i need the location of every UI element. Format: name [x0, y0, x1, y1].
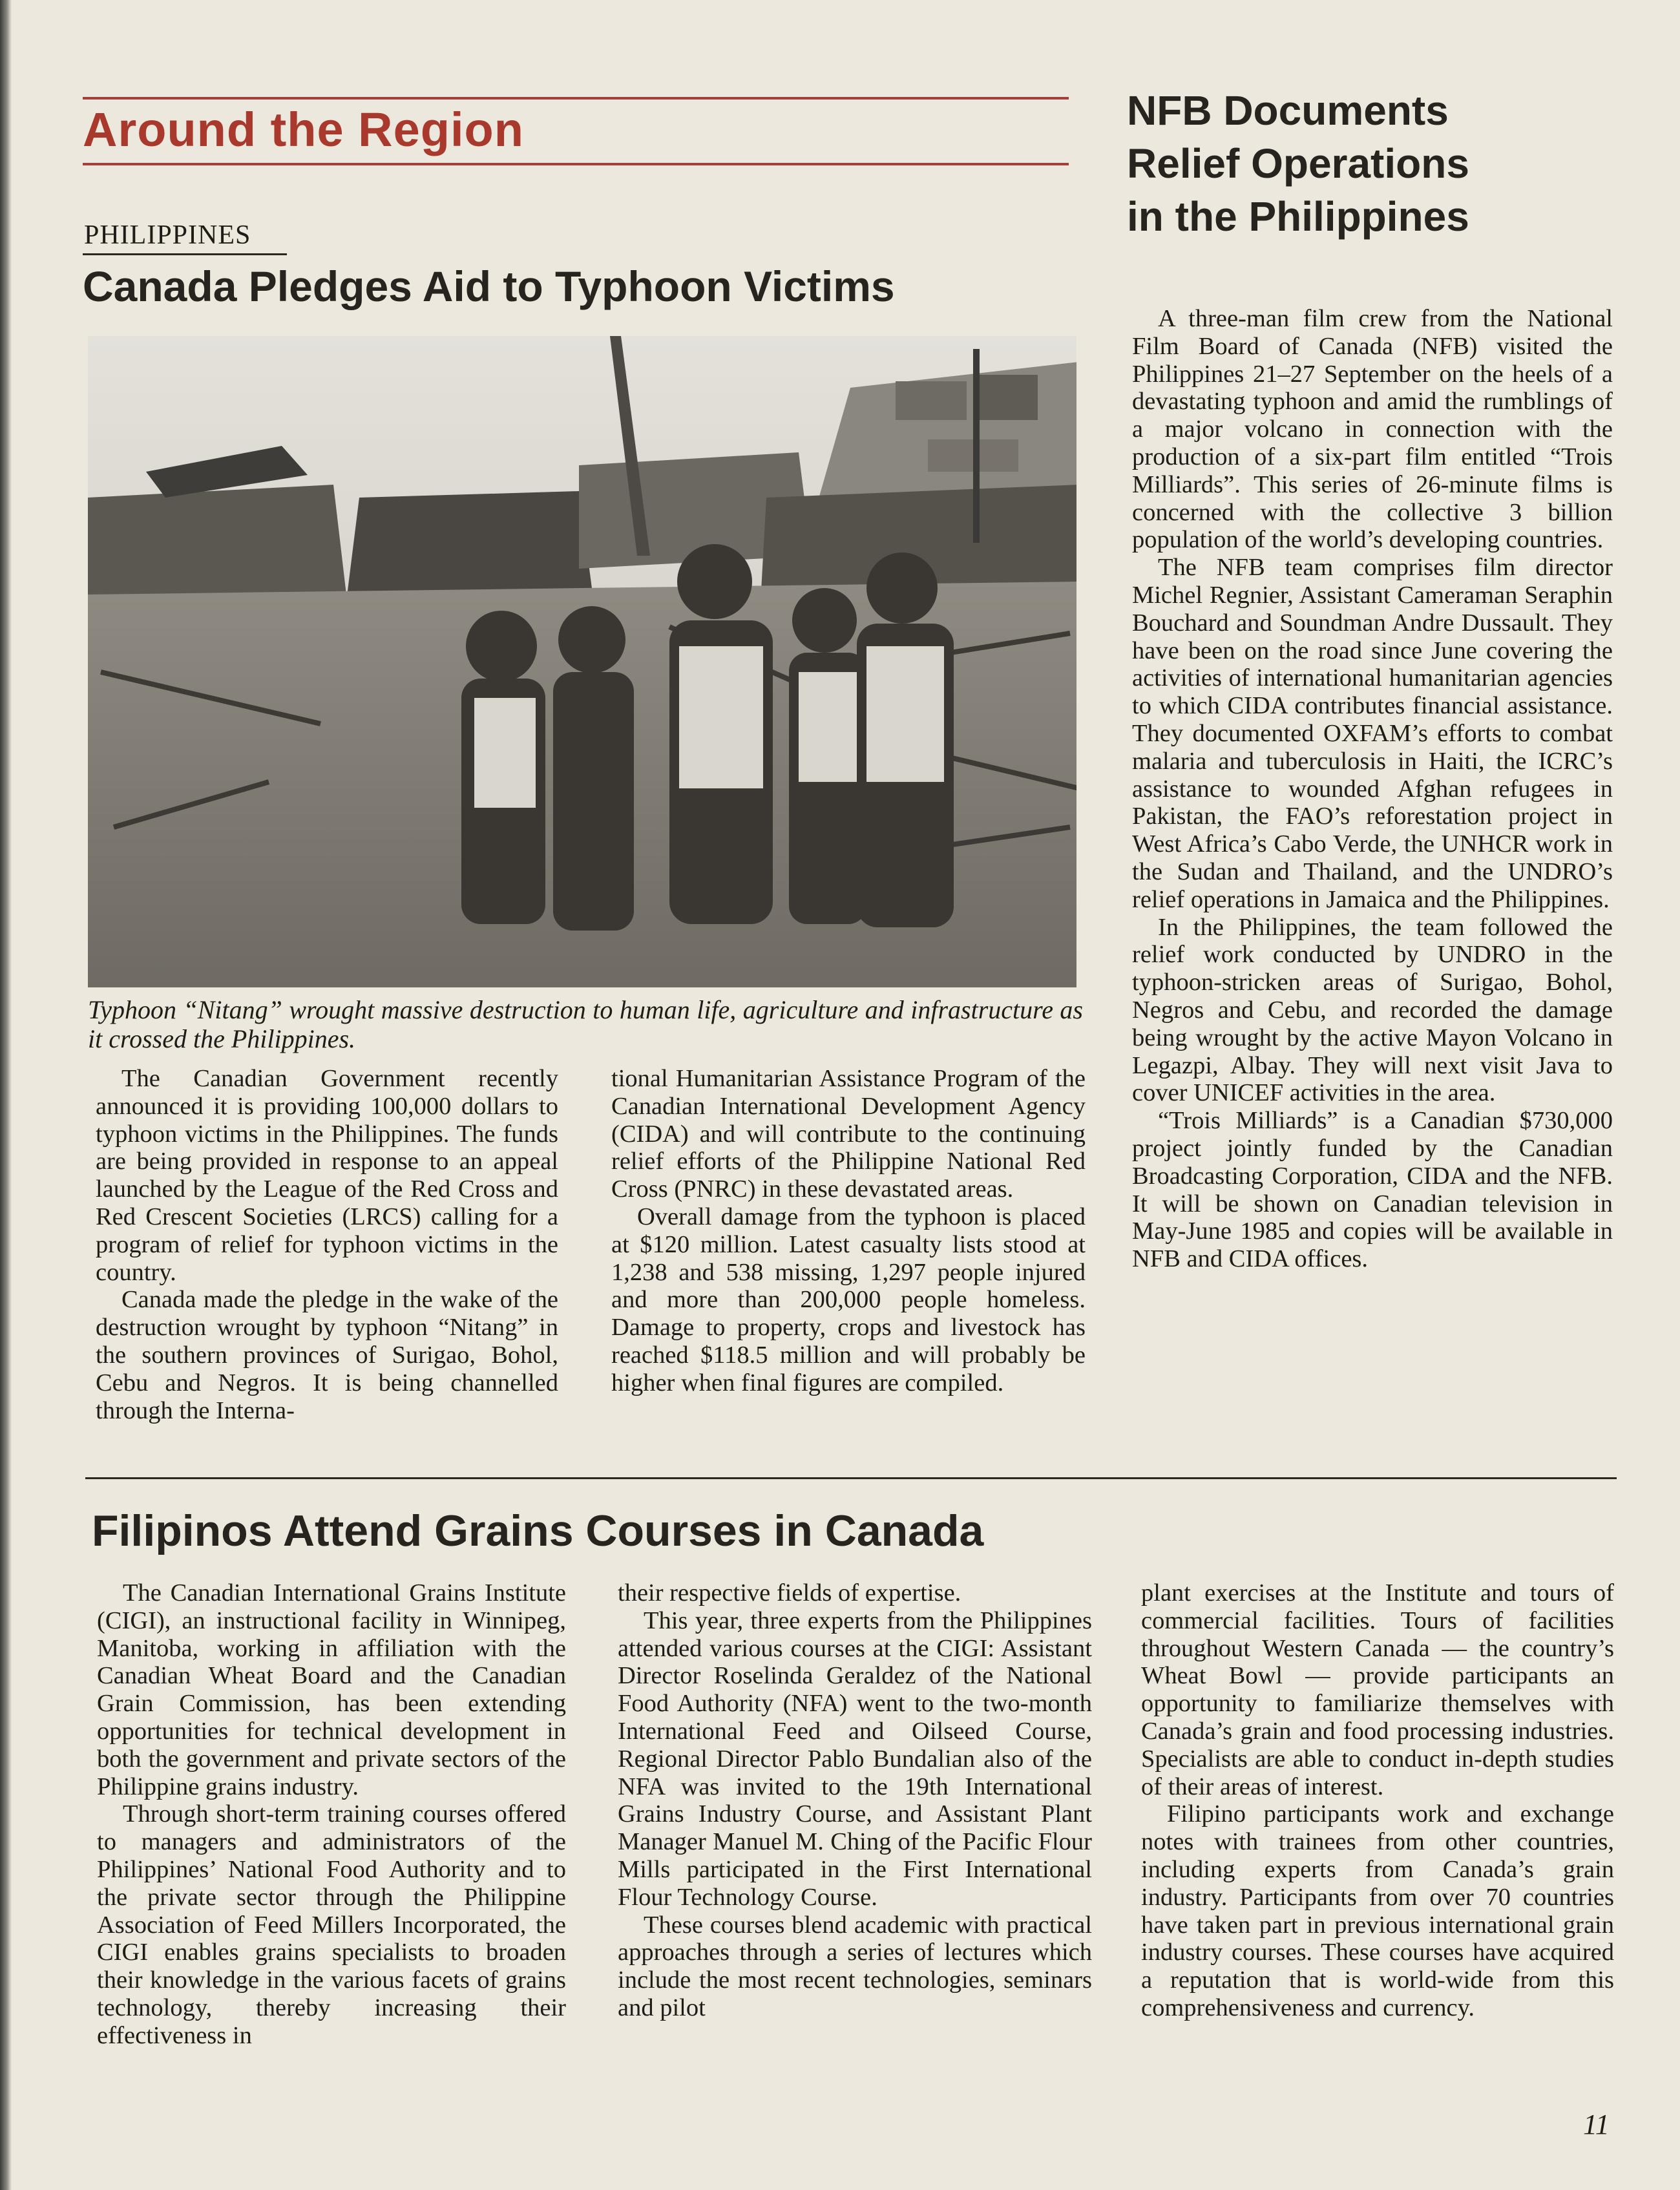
article2-headline: [1127, 84, 1469, 243]
page-number: 11: [1583, 2109, 1610, 2140]
paragraph: In the Philippines, the team followed the relief work conducted by UNDRO in the typhoon-stricken areas of Surigao, Bohol, Negros and Cebu, and recorded the damage being wrought by the active Mayon Volcano in Legazpi, Albay. They will next visit Java to cover UNICEF activities in the area.: [1132, 913, 1613, 1107]
paragraph: Overall damage from the typhoon is placed at $120 million. Latest casualty lists stood at 1,238 and 538 missing, 1,297 people injured and more than 200,000 people homeless. Damage to property, crops and livestock has reached $118.5 million and will probably be higher when final figures are compiled.: [611, 1203, 1086, 1396]
paragraph: Canada made the pledge in the wake of the destruction wrought by typhoon “Nitang” in the southern provinces of Surigao, Bohol, Cebu and Negros. It is being channelled through the Interna-: [96, 1286, 558, 1424]
country-label: PHILIPPINES: [84, 220, 251, 250]
paragraph: “Trois Milliards” is a Canadian $730,000 project jointly funded by the Canadian Broadcasting Corporation, CIDA and the NFB. It will be shown on Canadian television in May-June 1985 and copies will be available in NFB and CIDA offices.: [1132, 1107, 1613, 1273]
paragraph: The Canadian International Grains Institute (CIGI), an instructional facility in Winnipeg, Manitoba, working in affiliation with the Canadian Wheat Board and the Canadian Grain Commission, has been extending opportunities for technical development in both the government and private sectors of the Philippine grains industry.: [97, 1579, 566, 1800]
paragraph: These courses blend academic with practical approaches through a series of lectures which include the most recent technologies, seminars and pilot: [618, 1911, 1092, 2021]
paragraph: tional Humanitarian Assistance Program of the Canadian International Development Agency (CIDA) and will contribute to the continuing relief efforts of the Philippine National Red Cross (PNRC) in these devastated areas.: [611, 1065, 1086, 1203]
paragraph: The NFB team comprises film director Michel Regnier, Assistant Cameraman Seraphin Bouchard and Soundman Andre Dussault. They have been on the road since June covering the activities of international humanitarian agencies to which CIDA contributes financial assistance. They documented OXFAM’s efforts to combat malaria and tuberculosis in Haiti, the ICRC’s assistance to wounded Afghan refugees in Pakistan, the FAO’s reforestation project in West Africa’s Cabo Verde, the UNHCR work in the Sudan and Thailand, and the UNDRO’s relief operations in Jamaica and the Philippines.: [1132, 554, 1613, 913]
article3-headline: Filipinos Attend Grains Courses in Canada: [92, 1506, 984, 1555]
photo-caption: Typhoon “Nitang” wrought massive destruction to human life, agriculture and infrastructure as it crossed the Philippines.: [88, 995, 1083, 1053]
article1-column-1: [96, 1065, 558, 1424]
article3-column-3: [1141, 1579, 1614, 2022]
photo-children-typhoon-icon: [88, 336, 1079, 987]
article2-headline-line: in the Philippines: [1127, 193, 1469, 240]
paragraph: their respective fields of expertise.: [618, 1579, 961, 1606]
section-rule-top: [83, 97, 1069, 100]
article-divider: [85, 1477, 1617, 1479]
section-rule-bottom: [83, 163, 1069, 165]
article2-body: [1132, 305, 1613, 1273]
paragraph: A three-man film crew from the National Film Board of Canada (NFB) visited the Philippines 21–27 September on the heels of a devastating typhoon and amid the rumblings of a major volcano in connection with the production of a six-part film entitled “Trois Milliards”. This series of 26-minute films is concerned with the collective 3 billion population of the world’s developing countries.: [1132, 305, 1613, 554]
paragraph: plant exercises at the Institute and tours of commercial facilities. Tours of facilities throughout Western Canada — the country’s Wheat Bowl — provide participants an opportunity to familiarize themselves with Canada’s grain and food processing industries. Specialists are able to conduct in-depth studies of their areas of interest.: [1141, 1579, 1614, 1800]
paragraph: Filipino participants work and exchange notes with trainees from other countries, including experts from Canada’s grain industry. Participants from over 70 countries have taken part in previous international grain industry courses. These courses have acquired a reputation that is world-wide from this comprehensiveness and currency.: [1141, 1800, 1614, 2021]
paragraph: Through short-term training courses offered to managers and administrators of the Philippines’ National Food Authority and to the private sector through the Philippine Association of Feed Millers Incorporated, the CIGI enables grains specialists to broaden their knowledge in the various facets of grains technology, thereby increasing their effectiveness in: [97, 1800, 566, 2049]
page-binding-edge: [0, 0, 12, 2190]
paragraph: This year, three experts from the Philippines attended various courses at the CIGI: Assistant Director Roselinda Geraldez of the National Food Authority (NFA) went to the two-month International Feed and Oilseed Course, Regional Director Pablo Bundalian also of the NFA was invited to the 19th International Grains Industry Course, and Assistant Plant Manager Manuel M. Ching of the Pacific Flour Mills participated in the First International Flour Technology Course.: [618, 1606, 1092, 1911]
paragraph: The Canadian Government recently announced it is providing 100,000 dollars to typhoon victims in the Philippines. The funds are being provided in response to an appeal launched by the League of the Red Cross and Red Crescent Societies (LRCS) calling for a program of relief for typhoon victims in the country.: [96, 1065, 558, 1286]
article1-column-2: [611, 1065, 1086, 1397]
article2-headline-line: Relief Operations: [1127, 140, 1469, 187]
typhoon-photo: [88, 336, 1079, 987]
article2-headline-line: NFB Documents: [1127, 87, 1449, 134]
article3-column-1: [97, 1579, 566, 2050]
article1-headline: Canada Pledges Aid to Typhoon Victims: [83, 262, 895, 310]
article3-column-2: [618, 1579, 1092, 2022]
country-underline: [83, 253, 287, 255]
section-title: Around the Region: [83, 103, 524, 156]
